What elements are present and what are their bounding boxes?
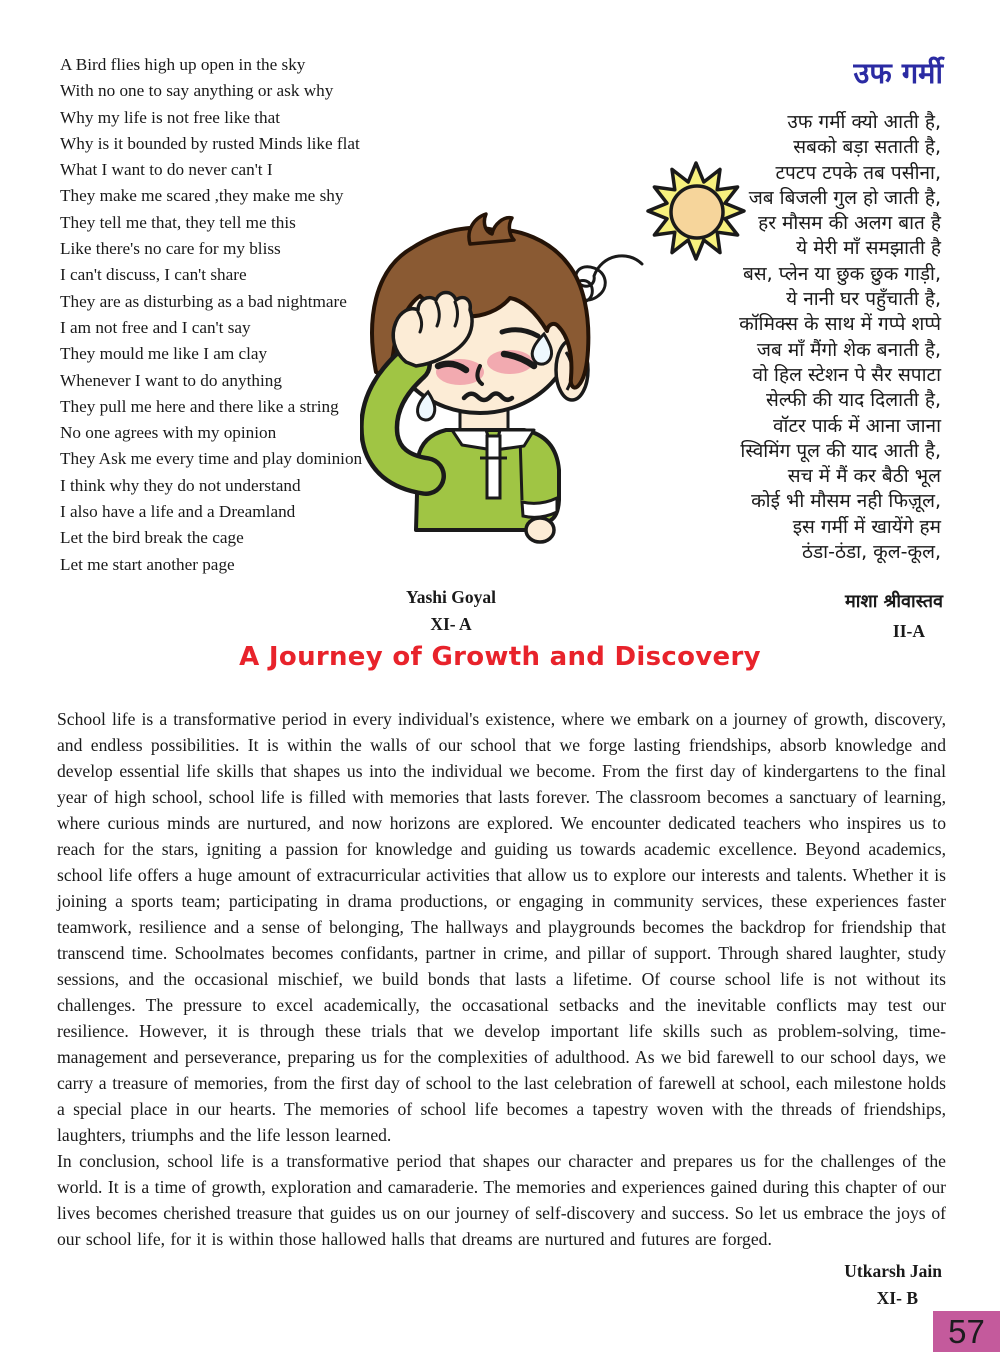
poem-line: They mould me like I am clay [60,344,268,364]
poem-line: सच में मैं कर बैठी भूल [787,465,941,488]
poem-line: With no one to say anything or ask why [60,81,334,101]
poem-line: Like there's no care for my bliss [60,239,281,259]
author-name: माशा श्रीवास्तव [845,591,943,612]
poem-line: ये नानी घर पहुँचाती है, [786,288,941,311]
poem-line: They make me scared ,they make me shy [60,186,344,206]
poem-line: I also have a life and a Dreamland [60,502,296,522]
essay-paragraph: School life is a transformative period in every individual's existence, where we embark on a journey of growth, discovery, and endless possibilities. It is within the walls of our school that we forge lasting friendships, absorb knowledge and develop essential life skills that shapes us into the individual we become. From the first day of kindergartens to the final year of high school, school life is filled with memories that lasts forever. The classroom becomes a sanctuary of learning, where curious minds are nurtured, and now horizons are explored. We encounter dedicated teachers who inspires us to reach for the stars, igniting a passion for knowledge and guiding us towards academic excellence. Beyond academics, school life offers a huge amount of extracurricular activities that allow us to explore our interests and talents. Whether it is joining a sports team; participating in drama productions, or engaging in community services, these experiences faster teamwork, resilience and a sense of belonging, The hallways and playgrounds becomes the backdrop for friendship that transcend time. Schoolmates becomes confidants, partner in crime, and pillar of support. Through shared laughter, study sessions, and the occasional mischief, we build bonds that lasts a lifetime. Of course school life is not without its challenges. The pressure to excel academically, the occasational setbacks and the inevitable conflicts may test our resilience. However, it is through these trials that we develop important life skills such as problem-solving, time-management and perseverance, preparing us for the complexities of adulthood. As we bid farewell to our school days, we carry a treasure of memories, from the first day of school to the last celebration of farewell at school, each milestone holds a special place in our hearts. The memories of school life becomes a tapestry woven with the threads of friendships, laughters, triumphs and the life lesson learned. [57,709,946,1145]
poem-line: स्विमिंग पूल की याद आती है, [740,439,941,462]
author-class: II-A [892,621,925,641]
poem-line: They are as disturbing as a bad nightmare [60,291,347,311]
poem-line: इस गर्मी में खायेंगे हम [792,515,941,538]
hindi-poem-title: उफ गर्मी [853,56,943,90]
poem-line: No one agrees with my opinion [60,423,277,443]
poem-line: Why is it bounded by rusted Minds like flat [60,133,360,153]
english-poem [60,52,362,578]
poem-line: I can't discuss, I can't share [60,265,247,285]
english-poem-author-block [346,584,556,638]
poem-line: कोई भी मौसम नही फिज़ूल, [751,490,941,513]
poem-line: They tell me that, they tell me this [60,212,296,232]
poem-line: ये मेरी माँ समझाती है [796,237,941,260]
poem-line: टपटप टपके तब पसीना, [775,161,941,184]
poem-line: I am not free and I can't say [60,317,251,337]
poem-line: वॉटर पार्क में आना जाना [772,414,941,437]
poem-line: सबको बड़ा सताती है, [793,136,941,159]
poem-line: I think why they do not understand [60,475,301,495]
poem-line: वो हिल स्टेशन पे सैर सपाटा [752,363,941,386]
poem-line: A Bird flies high up open in the sky [60,55,306,74]
poem-line: कॉमिक्स के साथ में गप्पे शप्पे [739,313,941,336]
crying-boy-sun-illustration [360,140,770,570]
poem-line: Let the bird break the cage [60,528,244,548]
essay-body [57,706,946,1252]
poem-line: हर मौसम की अलग बात है [758,212,941,235]
poem-line: Why my life is not free like that [60,107,281,127]
poem-line: जब माँ मैंगो शेक बनाती है, [756,338,941,361]
author-name: Utkarsh Jain [844,1261,942,1281]
essay-title: A Journey of Growth and Discovery [239,642,761,672]
sun-icon [648,163,744,259]
hindi-poem-author-block [845,590,943,643]
author-class: XI- B [876,1288,918,1308]
author-name: Yashi Goyal [406,587,496,607]
poem-line: Whenever I want to do anything [60,370,282,390]
essay-paragraph: In conclusion, school life is a transformative period that shapes our character and prepares us for the challenges of the world. It is a time of growth, exploration and camaraderie. The memories and experiences gained during this chapter of our lives becomes cherished treasure that guides us on our journey of self-discovery and success. So let us embrace the joys of our school life, for it is within those hallowed halls that dreams are nurtured and futures are forged. [57,1151,946,1249]
page-number-badge: 57 [933,1311,1000,1352]
essay-author-block [844,1258,942,1312]
poem-line: ठंडा-ठंडा, कूल-कूल, [801,541,941,564]
crying-boy [372,214,588,542]
poem-line: उफ गर्मी क्यो आती है, [787,111,941,133]
poem-line: Let me start another page [60,554,235,574]
poem-line: जब बिजली गुल हो जाती है, [748,186,941,209]
poem-line: They Ask me every time and play dominion [60,449,363,469]
poem-line: बस, प्लेन या छुक छुक गाड़ी, [742,262,941,285]
poem-line: They pull me here and there like a string [60,396,339,416]
author-class: XI- A [430,614,472,634]
poem-line: सेल्फी की याद दिलाती है, [766,389,941,412]
poem-line: What I want to do never can't I [60,160,273,180]
